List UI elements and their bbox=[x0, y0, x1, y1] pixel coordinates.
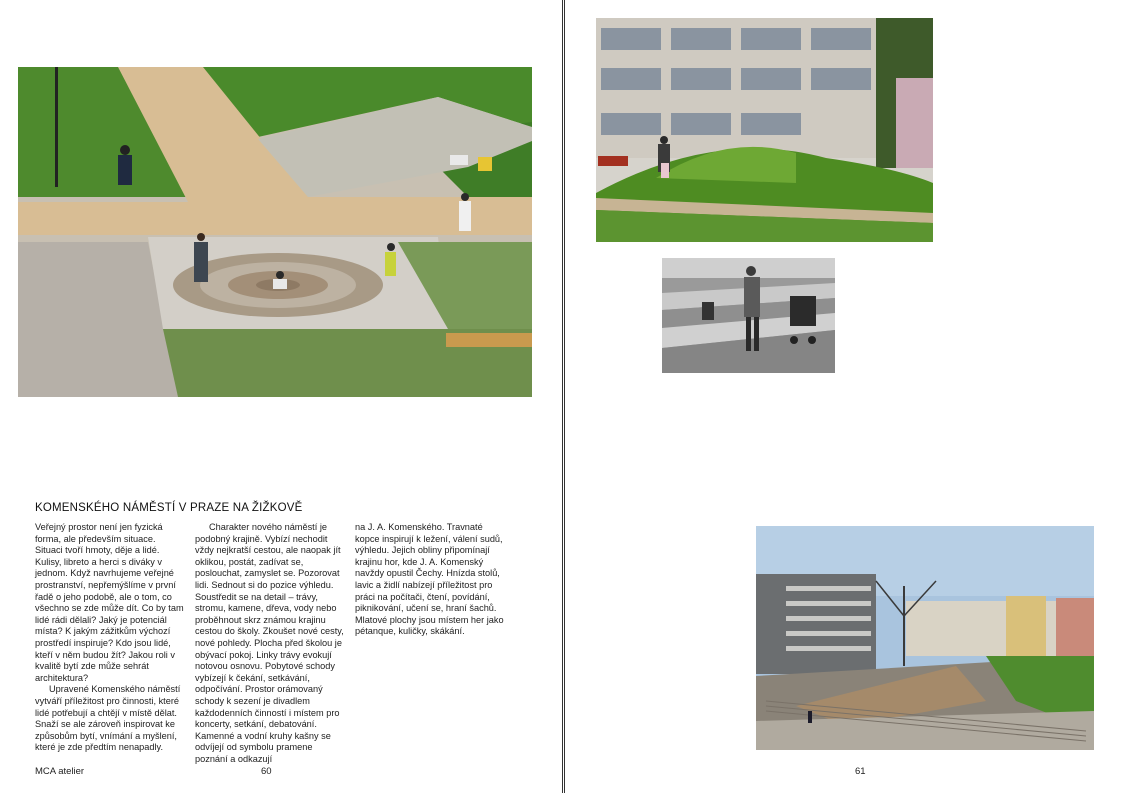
photo-bw-steps-stroller bbox=[662, 258, 835, 373]
paragraph: Upravené Komenského náměstí vytváří příležitost pro činnosti, které lidé potřebují a chtějí v místě dělat. Snaží se ale zároveň inspirovat ke způsobům bytí, vnímání a myšlení, které je zde předtím nenapadly. bbox=[35, 684, 181, 753]
text-column-2 bbox=[195, 522, 345, 765]
left-page bbox=[0, 0, 563, 793]
photo-square-overview-dusk bbox=[756, 526, 1094, 750]
page-number-right: 61 bbox=[855, 766, 866, 777]
page-number-left: 60 bbox=[261, 766, 272, 777]
right-page bbox=[564, 0, 1128, 793]
photo-residential-grass-mounds bbox=[596, 18, 933, 242]
photo-aerial-square-fountain bbox=[18, 67, 532, 397]
text-column-1 bbox=[35, 522, 185, 754]
footer-author: MCA atelier bbox=[35, 766, 85, 777]
article-heading: KOMENSKÉHO NÁMĚSTÍ V PRAZE NA ŽIŽKOVĚ bbox=[35, 502, 303, 514]
paragraph: Veřejný prostor není jen fyzická forma, ale především situace. Situaci tvoří hmoty, děje a lidé. Kulisy, libreto a herci s diváky v jednom. Když navrhujeme veřejné prostranství, nepřemýšlíme v první řadě o jeho podobě, ale o tom, co všechno se zde může dít. Co by tam lidé rádi dělali? Jaký je potenciál místa? K jakým zážitkům výchozí prostředí inspiruje? Kdo jsou lidé, kteří v něm budou žít? Jakou roli v kvalitě bytí zde může sehrát architektura? bbox=[35, 522, 184, 683]
paragraph: Charakter nového náměstí je podobný krajině. Vybízí nechodit vždy nejkratší cestou, ale naopak jít oklikou, postát, zadívat se, poslouchat, zamyslet se. Pozorovat lidi. Sednout si do pozice výhledu. Soustředit se na detail – trávy, stromu, kamene, dřeva, vody nebo proběhnout skrz známou krajinu cestou do školy. Zkoušet nové cesty, nové pohledy. Plocha před školou je obývací pokoj. Linky trávy evokují notovou osnovu. Pobytové schody vybízejí k čekání, setkávání, odpočívání. Prostor orámovaný schody k sezení je divadlem každodenních činností i místem pro koncerty, setkání, debatování. Kamenné a vodní kruhy kašny se odvíjejí od symbolu pramene poznání a odkazují bbox=[195, 522, 344, 764]
text-column-3 bbox=[355, 522, 505, 638]
paragraph: na J. A. Komenského. Travnaté kopce inspirují k ležení, válení sudů, výhledu. Jejich obliny připomínají krajinu hor, kde J. A. Komenský navždy opustil Čechy. Hnízda stolů, lavic a židlí nabízejí příležitost pro práci na počítači, čtení, povídání, piknikování, učení se, hraní šachů. Mlatové plochy jsou místem her jako pétanque, kuličky, skákání. bbox=[355, 522, 504, 637]
